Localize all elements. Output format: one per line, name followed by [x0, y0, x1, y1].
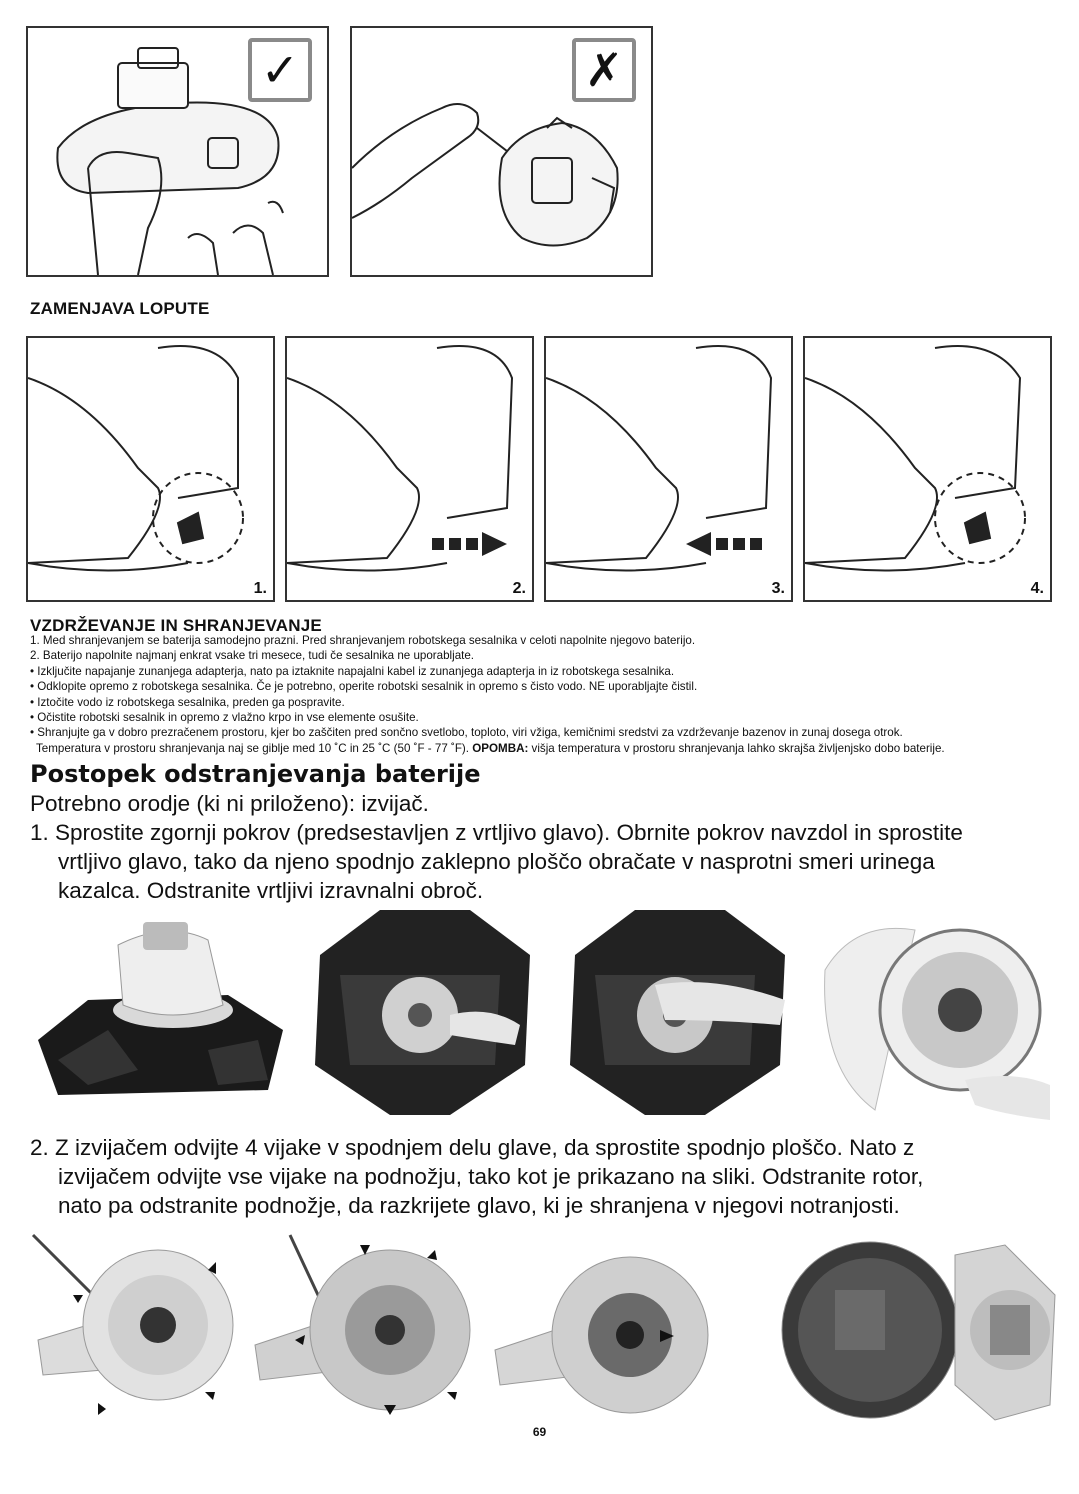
temperature-text: Temperatura v prostoru shranjevanja naj se giblje med 10 ˚C in 25 ˚C (50 ˚F - 77 ˚F). [36, 741, 470, 755]
maintenance-line: • Shranjujte ga v dobro prezračenem prostoru, kjer bo zaščiten pred sončno svetlobo, toploto, viri vžiga, kemičnimi sredstvi za vzdrževanje bazenov in zunaj dosega otrok. [30, 726, 903, 740]
flap-step-3-panel [544, 336, 793, 602]
step-1-line: 1. Sprostite zgornji pokrov (predsestavljen z vrtljivo glavo). Obrnite pokrov navzdol in sprostite [30, 820, 963, 845]
flap-step-2-illustration [287, 338, 532, 600]
arrow-left-icon [686, 532, 762, 556]
base-screws-photo [250, 1230, 485, 1415]
battery-section-title: Postopek odstranjevanja baterije [30, 760, 481, 788]
flap-step-4-illustration [805, 338, 1050, 600]
step-number: 2. [512, 580, 526, 597]
maintenance-line: • Očistite robotski sesalnik in opremo z vlažno krpo in vse elemente osušite. [30, 711, 419, 725]
maintenance-title: VZDRŽEVANJE IN SHRANJEVANJE [30, 616, 322, 635]
swivel-head-ring-photo [815, 910, 1055, 1125]
lid-underside-photo-2 [555, 905, 800, 1120]
flap-step-2-panel [285, 336, 534, 602]
x-mark-icon: ✗ [572, 38, 636, 102]
battery-step-2-text [30, 1133, 1060, 1220]
step-2-line: 2. Z izvijačem odvijte 4 vijake v spodnjem delu glave, da sprostite spodnjo ploščo. Nato z [30, 1135, 915, 1160]
battery-step-1-text [30, 789, 1060, 905]
flap-step-3-illustration [546, 338, 791, 600]
step-number: 4. [1030, 580, 1044, 597]
page-number: 69 [532, 1425, 547, 1439]
robot-with-head-photo [28, 910, 290, 1110]
note-text: višja temperatura v prostoru shranjevanja lahko skrajša življenjsko dobo baterije. [531, 741, 945, 755]
note-label: OPOMBA: [472, 741, 529, 755]
step-1-line: kazalca. Odstranite vrtljivi izravnalni obroč. [58, 878, 484, 903]
flap-step-4-panel [803, 336, 1052, 602]
maintenance-temperature-line [30, 741, 1060, 756]
arrow-right-icon [432, 532, 507, 556]
correct-handling-illustration [26, 26, 329, 277]
maintenance-line: • Izključite napajanje zunanjega adapterja, nato pa iztaknite napajalni kabel iz zunanjega adapterja in iz robotskega sesalnika. [30, 664, 675, 678]
check-mark-icon: ✓ [248, 38, 312, 102]
lid-underside-photo-1 [300, 905, 545, 1120]
step-number: 3. [771, 580, 785, 597]
step-number: 1. [253, 580, 267, 597]
flap-section-title: ZAMENJAVA LOPUTE [30, 299, 210, 318]
step-2-line: nato pa odstranite podnožje, da razkrijete glavo, ki je shranjena v njegovi notranjosti. [58, 1193, 900, 1218]
head-interior-battery-photo [775, 1235, 1060, 1425]
step-2-line: izvijačem odvijte vse vijake na podnožju, tako kot je prikazano na sliki. Odstranite rotor, [58, 1164, 924, 1189]
maintenance-line: 1. Med shranjevanjem se baterija samodejno prazni. Pred shranjevanjem robotskega sesalnika v celoti napolnite njegovo baterijo. [30, 634, 696, 647]
incorrect-handling-illustration [350, 26, 653, 277]
head-bottom-screws-photo [28, 1230, 248, 1415]
maintenance-line: • Odklopite opremo z robotskega sesalnika. Če je potrebno, operite robotski sesalnik in opremo s čisto vodo. NE uporabljajte čistil. [30, 680, 698, 694]
tools-line: Potrebno orodje (ki ni priloženo): izvijač. [30, 791, 429, 816]
step-1-line: vrtljivo glavo, tako da njeno spodnjo zaklepno ploščo obračate v nasprotni smeri urinega [58, 849, 935, 874]
maintenance-line: 2. Baterijo napolnite najmanj enkrat vsake tri mesece, tudi če sesalnika ne uporabljate. [30, 649, 475, 663]
maintenance-text [30, 633, 1060, 756]
rotor-removal-photo [490, 1240, 715, 1415]
flap-step-1-panel [26, 336, 275, 602]
maintenance-line: • Iztočite vodo iz robotskega sesalnika, preden ga pospravite. [30, 695, 345, 709]
flap-step-1-illustration [28, 338, 273, 600]
